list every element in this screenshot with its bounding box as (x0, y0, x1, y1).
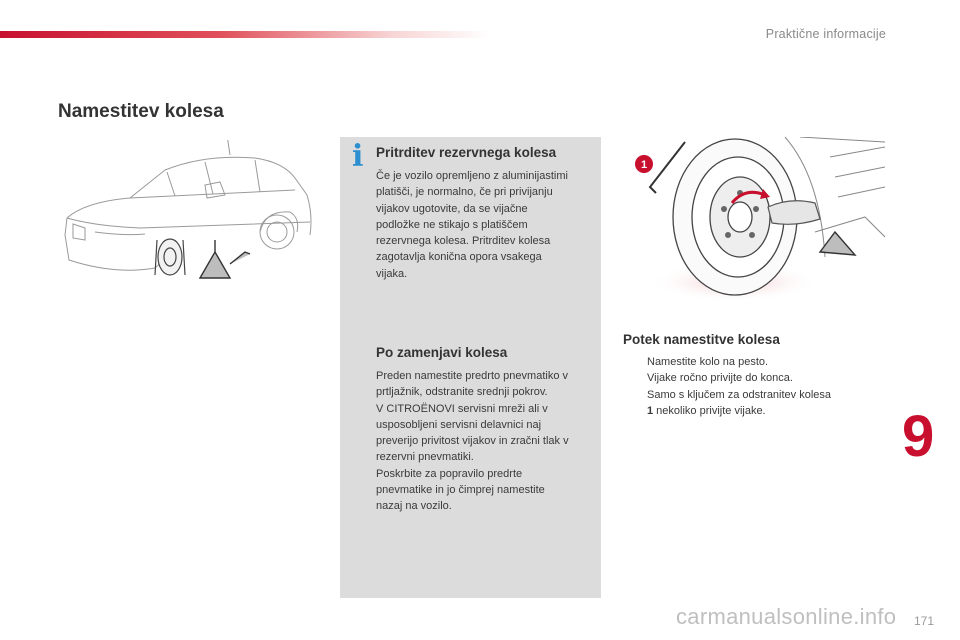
step-text: Namestite kolo na pesto. (647, 356, 769, 368)
after-change-heading: Po zamenjavi kolesa (376, 345, 508, 360)
callout-number: 1 (640, 159, 648, 171)
step-text: Samo s ključem za odstranitev kolesa (647, 388, 832, 401)
wheel-fitting-illustration (620, 137, 885, 307)
info-panel (340, 137, 601, 598)
step-text: Vijake ročno privijte do konca. (647, 372, 793, 385)
section-header: Praktične informacije (765, 27, 886, 41)
page-number: 171 (914, 614, 935, 628)
header-accent-bar (0, 31, 490, 38)
chapter-number: 9 (902, 404, 935, 469)
steps-heading: Potek namestitve kolesa (623, 332, 780, 347)
info-icon: i (352, 139, 364, 174)
spare-wheel-text: Če je vozilo opremljeno z aluminijastimi platišči, je normalno, če pri privijanju vijakov ugotovite, da se vijačne podložke ne stikajo s platiščem rezervnega kolesa. Pritrditev kolesa zagotavlja konična opora vsakega vijaka. (376, 170, 568, 280)
page-title: Namestitev kolesa (58, 101, 224, 122)
list-item (623, 387, 873, 420)
list-item (623, 354, 873, 370)
list-item (623, 370, 873, 386)
car-on-jack-illustration (55, 140, 320, 285)
step-text-tail: nekoliko privijte vijake. (653, 404, 766, 417)
spare-wheel-heading: Pritrditev rezervnega kolesa (376, 145, 557, 160)
steps-list (623, 354, 873, 419)
step-reference-number: 1 (647, 404, 654, 417)
after-change-text: Preden namestite predrto pnevmatiko v prtljažnik, odstranite srednji pokrov. V CITROËNOVI servisni mreži ali v usposobljeni servisni delavnici naj preverijo privitost vijakov in zračni tlak v rezervni pnevmatiki. Poskrbite za popravilo predrte pnevmatike in jo čimprej namestite nazaj na vozilo. (376, 370, 569, 513)
watermark: carmanualsonline.info (676, 604, 897, 629)
